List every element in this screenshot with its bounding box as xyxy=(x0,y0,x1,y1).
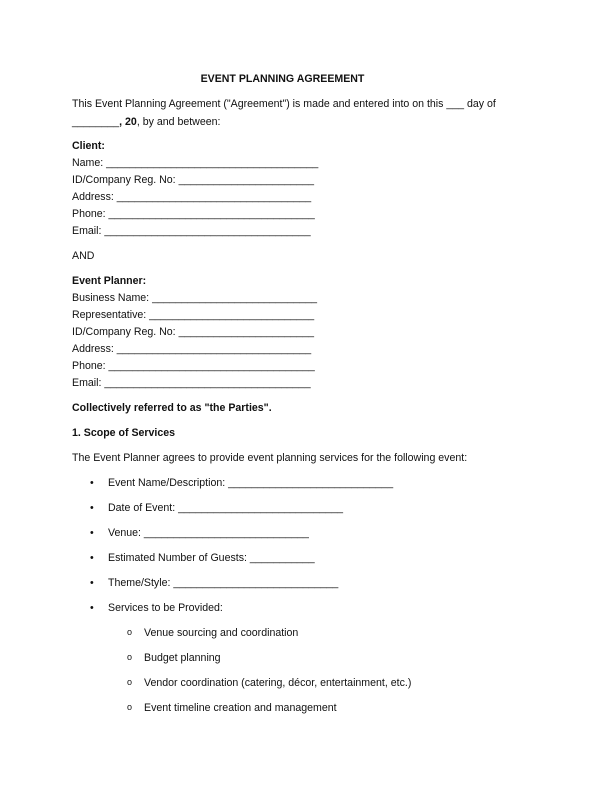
intro-year: , 20 xyxy=(119,116,137,128)
client-email-field: Email: ___________________________________ xyxy=(72,225,311,237)
bullet-venue: Venue: ____________________________ xyxy=(108,527,309,539)
bullet-icon: • xyxy=(90,552,94,564)
planner-address-field: Address: _________________________________ xyxy=(72,343,312,355)
bullet-theme: Theme/Style: ____________________________ xyxy=(108,577,339,589)
sub-item-venue-sourcing: Venue sourcing and coordination xyxy=(144,627,299,639)
intro-rest: , by and between: xyxy=(136,116,221,128)
planner-business-name-field: Business Name: ____________________________ xyxy=(72,292,318,304)
bullet-services: Services to be Provided: xyxy=(108,602,223,614)
bullet-icon: • xyxy=(90,527,94,539)
client-name-field: Name: ____________________________________ xyxy=(72,157,319,169)
sub-item-budget: Budget planning xyxy=(144,652,221,664)
circle-bullet-icon: o xyxy=(127,652,133,662)
circle-bullet-icon: o xyxy=(127,702,133,712)
bullet-event-name: Event Name/Description: ____________________________ xyxy=(108,477,394,489)
planner-phone-field: Phone: ___________________________________ xyxy=(72,360,315,372)
and-text: AND xyxy=(72,250,95,262)
bullet-icon: • xyxy=(90,502,94,514)
client-id-field: ID/Company Reg. No: _______________________ xyxy=(72,174,315,186)
intro-date-blank: ________ xyxy=(72,116,120,128)
client-address-field: Address: _________________________________ xyxy=(72,191,312,203)
parties-text: Collectively referred to as "the Parties". xyxy=(72,402,272,414)
bullet-icon: • xyxy=(90,577,94,589)
sub-item-vendor: Vendor coordination (catering, décor, entertainment, etc.) xyxy=(144,677,412,689)
section-1-intro: The Event Planner agrees to provide event planning services for the following event: xyxy=(72,452,468,464)
planner-email-field: Email: ___________________________________ xyxy=(72,377,311,389)
circle-bullet-icon: o xyxy=(127,677,133,687)
client-heading: Client: xyxy=(72,140,105,152)
planner-representative-field: Representative: ____________________________ xyxy=(72,309,315,321)
section-1-heading: 1. Scope of Services xyxy=(72,427,176,439)
bullet-icon: • xyxy=(90,477,94,489)
bullet-date: Date of Event: ____________________________ xyxy=(108,502,344,514)
sub-item-timeline: Event timeline creation and management xyxy=(144,702,337,714)
intro-line-1: This Event Planning Agreement ("Agreement") is made and entered into on this ___ day of xyxy=(72,98,496,110)
planner-id-field: ID/Company Reg. No: _______________________ xyxy=(72,326,315,338)
circle-bullet-icon: o xyxy=(127,627,133,637)
bullet-icon: • xyxy=(90,602,94,614)
client-phone-field: Phone: ___________________________________ xyxy=(72,208,315,220)
bullet-guests: Estimated Number of Guests: ___________ xyxy=(108,552,315,564)
planner-heading: Event Planner: xyxy=(72,275,147,287)
intro-line-2 xyxy=(72,116,220,129)
document-title: EVENT PLANNING AGREEMENT xyxy=(200,73,365,85)
